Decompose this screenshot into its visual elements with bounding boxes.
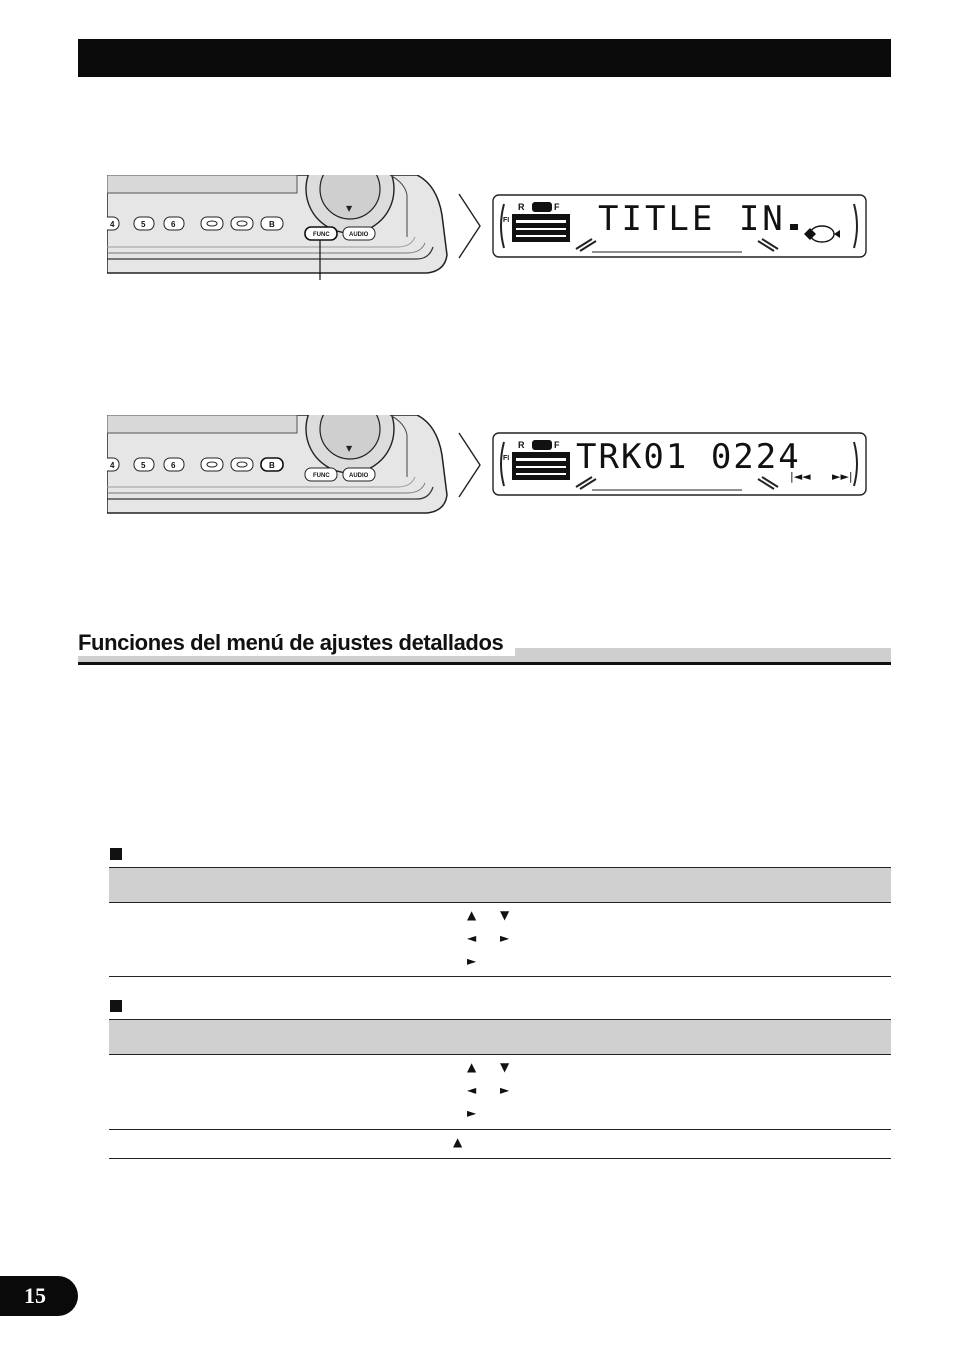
preset-4-label-2: 4 xyxy=(110,461,115,470)
down-arrow-icon: ▼ xyxy=(500,908,510,922)
func-label-2: FUNC xyxy=(313,473,330,479)
header-bar xyxy=(78,39,891,77)
preset-4-label: 4 xyxy=(110,220,115,229)
left-arrow-icon: ◄ xyxy=(467,1083,477,1097)
svg-text:▼: ▼ xyxy=(346,444,353,453)
up-arrow-icon: ▲ xyxy=(467,908,477,922)
preset-6-label-2: 6 xyxy=(171,461,176,470)
indicator-fi-2: FI xyxy=(503,455,510,462)
audio-label-2: AUDIO xyxy=(349,473,369,479)
func-label: FUNC xyxy=(313,232,330,238)
indicator-fi: FI xyxy=(503,217,510,224)
indicator-r-2: R xyxy=(518,440,525,450)
arrow-chevron-1 xyxy=(458,193,482,259)
head-unit-illustration-2 xyxy=(107,415,452,515)
lcd-display-2 xyxy=(492,432,867,496)
audio-label: AUDIO xyxy=(349,232,369,238)
up-arrow-icon: ▲ xyxy=(467,1060,477,1074)
indicator-f-2: F xyxy=(554,440,560,450)
right-arrow-icon: ► xyxy=(467,954,477,968)
svg-text:|◄◄: |◄◄ xyxy=(790,470,811,483)
svg-text:►►|: ►►| xyxy=(832,470,853,483)
table-2-header xyxy=(109,1020,891,1054)
right-arrow-icon: ► xyxy=(500,931,510,945)
table-1-header xyxy=(109,868,891,902)
preset-5-label: 5 xyxy=(141,220,146,229)
preset-5-label-2: 5 xyxy=(141,461,146,470)
arrow-chevron-2 xyxy=(458,432,482,498)
indicator-f: F xyxy=(554,202,560,212)
table-1 xyxy=(109,867,891,979)
right-arrow-icon: ► xyxy=(500,1083,510,1097)
square-bullet-2 xyxy=(110,1000,122,1012)
table-2 xyxy=(109,1019,891,1161)
square-bullet-1 xyxy=(110,848,122,860)
lcd-main-text-2: TRK01 0224 xyxy=(576,437,801,477)
lcd-main-text: TITLE IN xyxy=(598,199,786,239)
down-arrow-icon: ▼ xyxy=(500,1060,510,1074)
svg-text:▼: ▼ xyxy=(346,204,353,213)
section-heading xyxy=(78,626,891,666)
head-unit-illustration-1 xyxy=(107,175,452,285)
preset-6-label: 6 xyxy=(171,220,176,229)
up-arrow-icon: ▲ xyxy=(453,1135,463,1149)
preset-b-label-2: B xyxy=(269,461,275,470)
indicator-r: R xyxy=(518,202,525,212)
section-title: Funciones del menú de ajustes detallados xyxy=(78,630,515,656)
page-number-badge xyxy=(0,1276,78,1316)
left-arrow-icon: ◄ xyxy=(467,931,477,945)
page-number: 15 xyxy=(24,1283,46,1308)
right-arrow-icon: ► xyxy=(467,1106,477,1120)
preset-b-label: B xyxy=(269,220,275,229)
lcd-display-1 xyxy=(492,194,867,258)
